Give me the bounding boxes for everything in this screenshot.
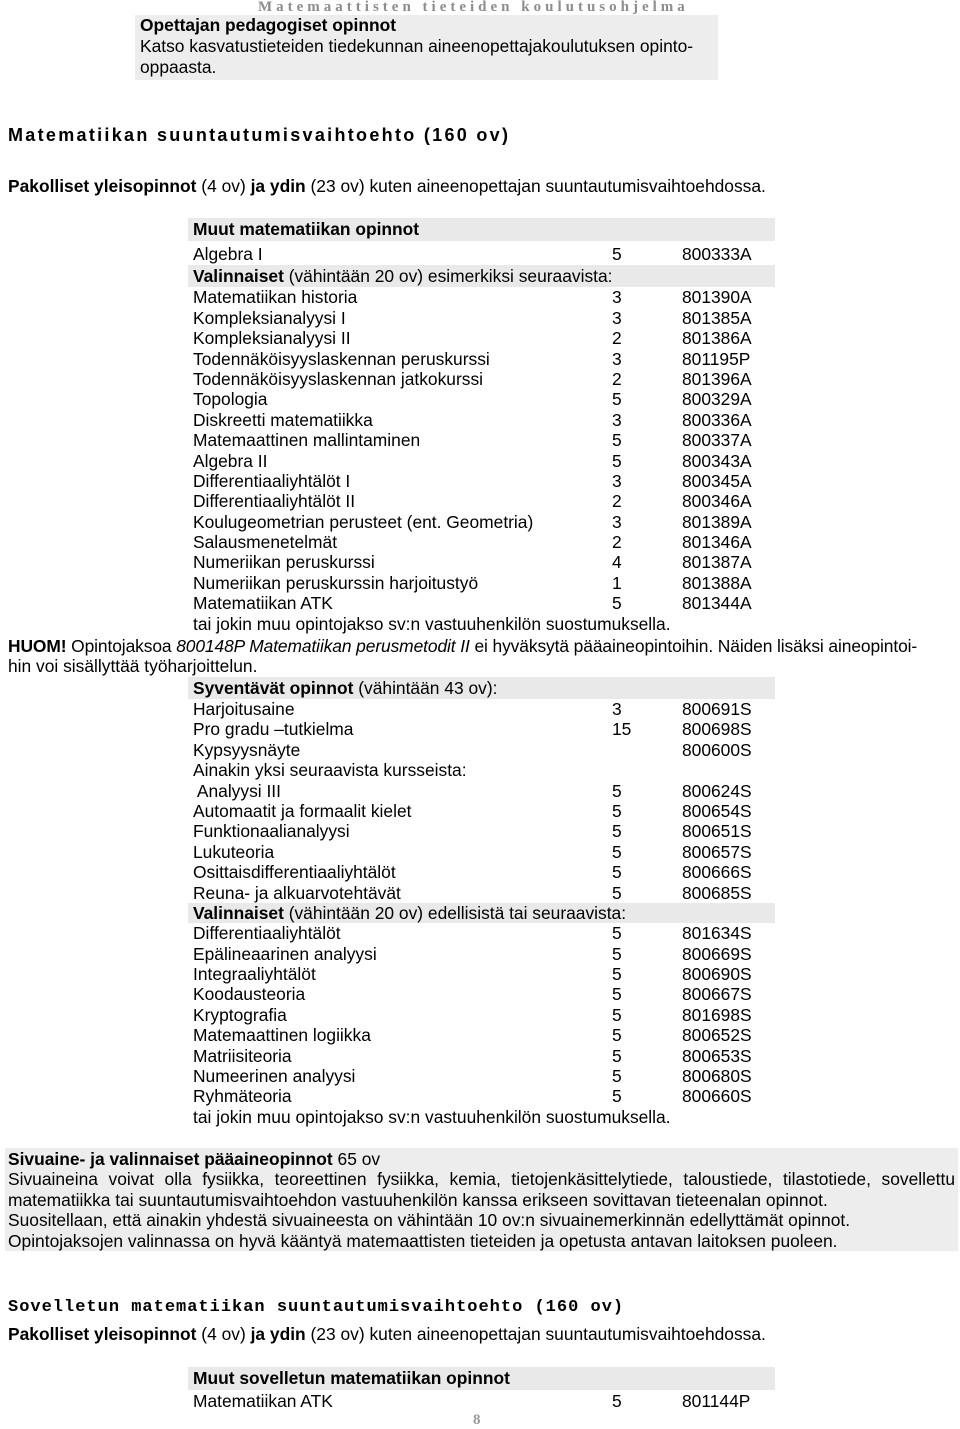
minor-studies-box	[5, 1148, 958, 1251]
table-footer-note	[188, 1107, 775, 1127]
course-credits: 5	[612, 923, 622, 944]
course-row	[188, 573, 775, 593]
course-row	[188, 923, 775, 943]
required-general-label: Pakolliset yleisopinnot	[8, 176, 197, 196]
course-name: Epälineaarinen analyysi	[193, 943, 377, 964]
required-core-text: (23 ov) kuten aineenopettajan suuntautumisvaihtoehdossa.	[305, 176, 766, 196]
course-name: Kypsyysnäyte	[193, 739, 301, 760]
course-row	[188, 944, 775, 964]
course-row	[188, 821, 775, 841]
electives-label: Valinnaiset	[193, 266, 284, 287]
course-credits: 1	[612, 572, 622, 593]
course-code: 801144P	[682, 1391, 751, 1411]
course-code: 800346A	[682, 491, 752, 512]
course-name: Matematiikan ATK	[193, 593, 333, 614]
course-name: Matemaattinen mallintaminen	[193, 430, 421, 451]
course-row	[188, 308, 775, 328]
course-name: Matematiikan historia	[193, 287, 358, 308]
course-row	[188, 552, 775, 572]
minor-studies-text-line: Suositellaan, että ainakin yhdestä sivuaineesta on vähintään 10 ov:n sivuainemerkinnän edellyttämät opinnot.	[8, 1210, 851, 1231]
course-row	[188, 883, 775, 903]
required-general-label: Pakolliset yleisopinnot	[8, 1324, 197, 1344]
course-credits: 5	[612, 841, 622, 862]
minor-studies-label: Sivuaine- ja valinnaiset pääaineopinnot	[8, 1149, 333, 1169]
advanced-studies-table	[188, 677, 775, 1127]
course-credits: 5	[612, 780, 622, 801]
table-section-header: Muut sovelletun matematiikan opinnot	[188, 1367, 775, 1390]
course-code: 801195P	[682, 348, 751, 369]
course-row	[188, 328, 775, 348]
course-row	[188, 244, 775, 264]
applied-track-required-line	[8, 1324, 766, 1344]
course-name: Kompleksianalyysi II	[193, 328, 351, 349]
course-credits: 3	[612, 511, 622, 532]
course-name: Osittaisdifferentiaaliyhtälöt	[193, 862, 396, 883]
minor-studies-title	[8, 1149, 958, 1169]
course-code: 800653S	[682, 1045, 752, 1066]
course-credits: 5	[612, 964, 622, 985]
minor-studies-credits: 65 ov	[332, 1149, 381, 1169]
course-name: Ryhmäteoria	[193, 1086, 292, 1107]
note-text: Opintojaksoa	[66, 636, 177, 656]
course-name: Diskreetti matematiikka	[193, 409, 373, 430]
course-credits: 5	[612, 943, 622, 964]
elective-course-list	[188, 923, 775, 1107]
pedagogy-text-line: Katso kasvatustieteiden tiedekunnan aineenopettajakoulutuksen opinto-	[140, 36, 694, 56]
course-code: 800685S	[682, 882, 752, 903]
course-credits: 3	[612, 409, 622, 430]
minor-studies-text-line: matematiikka tai suuntautumisvaihtoehdon vastuuhenkilön kanssa erikseen sovittavan tieteenalan opinnot.	[8, 1189, 828, 1210]
table-section-header: Muut matematiikan opinnot	[188, 218, 775, 241]
course-code: 801346A	[682, 532, 752, 553]
course-code: 801386A	[682, 328, 752, 349]
table-footer-note	[188, 614, 775, 634]
note-line	[8, 636, 958, 656]
course-name: Harjoitusaine	[193, 699, 295, 719]
other-math-studies-table	[188, 218, 775, 634]
course-name: Funktionaalianalyysi	[193, 821, 350, 842]
course-name: Lukuteoria	[193, 841, 275, 862]
course-code: 801396A	[682, 368, 752, 389]
choose-one-label: Ainakin yksi seuraavista kursseista:	[193, 760, 467, 781]
course-credits: 5	[612, 430, 622, 451]
course-credits: 2	[612, 328, 622, 349]
course-credits: 5	[612, 1066, 622, 1087]
course-code: 800680S	[682, 1066, 752, 1087]
course-name: Reuna- ja alkuarvotehtävät	[193, 882, 401, 903]
elective-course-list	[188, 287, 775, 613]
course-name: Salausmenetelmät	[193, 532, 338, 553]
course-credits: 5	[612, 862, 622, 883]
footer-text: tai jokin muu opintojakso sv:n vastuuhenkilön suostumuksella.	[193, 1106, 671, 1127]
course-row	[188, 801, 775, 821]
course-code: 801634S	[682, 923, 752, 944]
advanced-studies-condition: (vähintään 43 ov):	[353, 678, 498, 698]
course-row	[188, 781, 775, 801]
pedagogy-box	[135, 15, 718, 80]
course-code: 801387A	[682, 552, 752, 573]
course-credits: 5	[612, 244, 622, 264]
course-credits: 5	[612, 800, 622, 821]
course-credits: 5	[612, 450, 622, 471]
required-core-label: ja ydin	[250, 176, 306, 196]
course-row	[188, 389, 775, 409]
course-name: Analyysi III	[193, 780, 281, 801]
course-credits: 15	[612, 719, 632, 740]
note-course-reference: 800148P Matematiikan perusmetodit II	[176, 636, 470, 656]
course-name: Todennäköisyyslaskennan jatkokurssi	[193, 368, 484, 389]
note-text: ei hyväksytä pääaineopintoihin. Näiden lisäksi aineopintoi-	[469, 636, 918, 656]
course-name: Topologia	[193, 389, 268, 410]
choose-one-label-row	[188, 760, 775, 780]
course-row	[188, 964, 775, 984]
course-code: 801344A	[682, 593, 752, 614]
course-code: 801698S	[682, 1004, 752, 1025]
course-row	[188, 369, 775, 389]
course-row	[188, 430, 775, 450]
course-credits: 5	[612, 1025, 622, 1046]
course-name: Differentiaaliyhtälöt II	[193, 491, 356, 512]
course-code: 800666S	[682, 862, 752, 883]
course-credits: 2	[612, 532, 622, 553]
course-credits: 5	[612, 821, 622, 842]
minor-studies-text-line: Opintojaksojen valinnassa on hyvä kääntyä matemaattisten tieteiden ja opetusta antavan laitoksen puoleen.	[8, 1230, 838, 1251]
course-code: 800691S	[682, 699, 752, 719]
course-row	[188, 1005, 775, 1025]
math-track-required-line	[8, 176, 766, 196]
course-row	[188, 512, 775, 532]
course-row	[188, 862, 775, 882]
course-credits: 3	[612, 470, 622, 491]
course-row	[188, 1046, 775, 1066]
course-code: 800698S	[682, 719, 752, 740]
course-code: 800333A	[682, 244, 752, 264]
course-name: Numeerinen analyysi	[193, 1066, 356, 1087]
choose-one-course-list	[188, 781, 775, 903]
course-credits: 5	[612, 389, 622, 410]
course-code: 800600S	[682, 739, 752, 760]
course-list	[188, 1391, 775, 1411]
advanced-studies-label: Syventävät opinnot	[193, 678, 354, 698]
course-code: 800654S	[682, 800, 752, 821]
course-row	[188, 719, 775, 739]
electives-header	[188, 265, 775, 287]
course-credits: 5	[612, 984, 622, 1005]
course-row	[188, 740, 775, 760]
course-row	[188, 699, 775, 719]
electives-header	[188, 903, 775, 923]
course-credits: 2	[612, 491, 622, 512]
course-name: Algebra I	[193, 244, 263, 264]
course-credits: 3	[612, 287, 622, 308]
course-name: Matemaattinen logiikka	[193, 1025, 371, 1046]
course-credits: 5	[612, 1391, 622, 1411]
course-code: 801389A	[682, 511, 752, 532]
course-code: 800657S	[682, 841, 752, 862]
electives-condition: (vähintään 20 ov) esimerkiksi seuraavista:	[283, 266, 613, 287]
required-general-credits: (4 ov)	[196, 176, 251, 196]
pedagogy-text-line: oppaasta.	[140, 57, 217, 77]
course-row	[188, 451, 775, 471]
course-row	[188, 349, 775, 369]
course-name: Algebra II	[193, 450, 268, 471]
course-code: 800690S	[682, 964, 752, 985]
note-line: hin voi sisällyttää työharjoittelun.	[8, 656, 258, 677]
course-name: Koodausteoria	[193, 984, 306, 1005]
course-credits: 3	[612, 699, 622, 719]
electives-label: Valinnaiset	[193, 902, 284, 923]
course-row	[188, 842, 775, 862]
course-credits: 2	[612, 368, 622, 389]
course-row	[188, 984, 775, 1004]
minor-studies-text-line: Sivuaineina voivat olla fysiikka, teoreettinen fysiikka, kemia, tietojenkäsittelytiede, taloustiede, tilastotiede, sovellettu	[8, 1169, 955, 1190]
course-name: Differentiaaliyhtälöt I	[193, 470, 351, 491]
course-code: 801385A	[682, 307, 752, 328]
pedagogy-title: Opettajan pedagogiset opinnot	[140, 15, 397, 35]
course-name: Kryptografia	[193, 1004, 287, 1025]
course-row	[188, 1025, 775, 1045]
course-row	[188, 410, 775, 430]
page-number: 8	[473, 1412, 481, 1428]
course-row	[188, 532, 775, 552]
course-code: 800660S	[682, 1086, 752, 1107]
required-core-label: ja ydin	[250, 1324, 306, 1344]
course-code: 800651S	[682, 821, 752, 842]
course-name: Matriisiteoria	[193, 1045, 292, 1066]
course-row	[188, 1391, 775, 1411]
running-title: Matemaattisten tieteiden koulutusohjelma	[258, 0, 689, 15]
course-code: 800343A	[682, 450, 752, 471]
course-credits: 5	[612, 1086, 622, 1107]
course-code: 800652S	[682, 1025, 752, 1046]
course-credits: 3	[612, 307, 622, 328]
course-code: 801390A	[682, 287, 752, 308]
course-code: 800337A	[682, 430, 752, 451]
course-code: 800345A	[682, 470, 752, 491]
course-credits: 5	[612, 1045, 622, 1066]
other-applied-math-studies-table	[188, 1367, 775, 1411]
footer-text: tai jokin muu opintojakso sv:n vastuuhenkilön suostumuksella.	[193, 613, 671, 634]
course-code: 801388A	[682, 572, 752, 593]
note-label: HUOM!	[8, 636, 67, 656]
required-core-text: (23 ov) kuten aineenopettajan suuntautumisvaihtoehdossa.	[305, 1324, 766, 1344]
course-name: Differentiaaliyhtälöt	[193, 923, 341, 944]
course-name: Automaatit ja formaalit kielet	[193, 800, 412, 821]
course-row	[188, 287, 775, 307]
course-code: 800336A	[682, 409, 752, 430]
course-name: Koulugeometrian perusteet (ent. Geometria)	[193, 511, 534, 532]
course-code: 800624S	[682, 780, 752, 801]
course-name: Matematiikan ATK	[193, 1391, 333, 1411]
course-name: Kompleksianalyysi I	[193, 307, 346, 328]
course-row	[188, 491, 775, 511]
course-credits: 5	[612, 593, 622, 614]
required-general-credits: (4 ov)	[196, 1324, 251, 1344]
course-credits: 5	[612, 882, 622, 903]
course-code: 800329A	[682, 389, 752, 410]
course-row	[188, 1086, 775, 1106]
course-credits: 3	[612, 348, 622, 369]
table-section-header	[188, 677, 775, 699]
course-list	[188, 699, 775, 760]
course-row	[188, 593, 775, 613]
applied-track-heading: Sovelletun matematiikan suuntautumisvaihtoehto (160 ov)	[8, 1298, 625, 1317]
course-list	[188, 244, 775, 264]
course-credits: 4	[612, 552, 622, 573]
course-name: Pro gradu –tutkielma	[193, 719, 354, 740]
course-name: Numeriikan peruskurssi	[193, 552, 375, 573]
course-row	[188, 471, 775, 491]
electives-condition: (vähintään 20 ov) edellisistä tai seuraavista:	[283, 902, 627, 923]
math-track-heading: Matematiikan suuntautumisvaihtoehto (160 ov)	[8, 125, 511, 145]
course-name: Integraaliyhtälöt	[193, 964, 316, 985]
course-code: 800667S	[682, 984, 752, 1005]
course-code: 800669S	[682, 943, 752, 964]
course-row	[188, 1066, 775, 1086]
course-name: Todennäköisyyslaskennan peruskurssi	[193, 348, 490, 369]
course-credits: 5	[612, 1004, 622, 1025]
course-name: Numeriikan peruskurssin harjoitustyö	[193, 572, 479, 593]
